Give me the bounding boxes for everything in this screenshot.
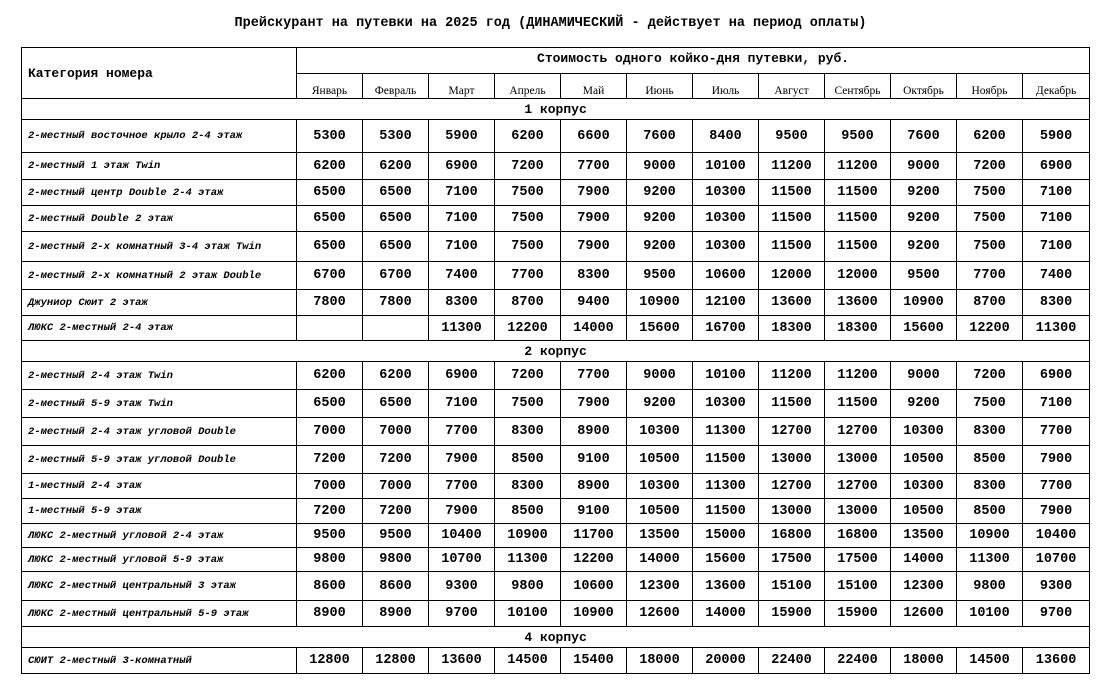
price-cell: 14500 <box>495 648 561 674</box>
price-cell: 15600 <box>891 316 957 341</box>
price-cell: 12700 <box>759 474 825 499</box>
price-cell: 7900 <box>561 232 627 262</box>
price-cell: 11300 <box>957 548 1023 572</box>
price-cell: 11200 <box>825 362 891 390</box>
section-title: 2 корпус <box>22 341 1090 362</box>
price-cell: 11500 <box>759 232 825 262</box>
table-row <box>22 474 1090 499</box>
room-category: 2-местный 2-х комнатный 3-4 этаж Twin <box>22 232 297 262</box>
price-cell: 9800 <box>495 572 561 601</box>
price-cell: 13600 <box>759 290 825 316</box>
price-cell: 12200 <box>561 548 627 572</box>
price-cell: 10300 <box>891 418 957 446</box>
price-cell: 15100 <box>759 572 825 601</box>
room-category: 2-местный Double 2 этаж <box>22 206 297 232</box>
price-cell: 11500 <box>825 232 891 262</box>
price-cell: 14000 <box>693 601 759 627</box>
price-cell: 9800 <box>297 548 363 572</box>
price-cell: 7900 <box>429 499 495 524</box>
section-row <box>22 627 1090 648</box>
room-category: Джуниор Сюит 2 этаж <box>22 290 297 316</box>
price-cell: 7000 <box>363 418 429 446</box>
price-cell: 11300 <box>693 474 759 499</box>
price-cell: 15600 <box>693 548 759 572</box>
price-cell: 10900 <box>891 290 957 316</box>
price-cell: 10300 <box>693 232 759 262</box>
month-header: Август <box>759 74 825 99</box>
price-cell: 9500 <box>759 120 825 153</box>
price-cell: 7700 <box>429 418 495 446</box>
table-row <box>22 232 1090 262</box>
price-cell: 8900 <box>363 601 429 627</box>
price-cell: 9200 <box>627 180 693 206</box>
price-cell: 9000 <box>627 153 693 180</box>
price-cell: 7700 <box>957 262 1023 290</box>
price-cell: 7500 <box>495 206 561 232</box>
price-cell: 10300 <box>627 418 693 446</box>
price-cell: 6200 <box>363 153 429 180</box>
price-cell: 6200 <box>297 153 363 180</box>
price-cell: 9100 <box>561 446 627 474</box>
price-cell: 8600 <box>363 572 429 601</box>
price-cell: 6500 <box>363 232 429 262</box>
price-cell: 7600 <box>891 120 957 153</box>
price-cell: 6200 <box>957 120 1023 153</box>
price-cell: 5900 <box>429 120 495 153</box>
price-cell: 7900 <box>429 446 495 474</box>
price-cell: 9500 <box>363 524 429 548</box>
price-cell: 10300 <box>891 474 957 499</box>
price-cell: 9200 <box>891 390 957 418</box>
table-row <box>22 180 1090 206</box>
price-cell: 7800 <box>297 290 363 316</box>
price-cell: 7100 <box>1023 390 1090 418</box>
price-cell: 8300 <box>495 418 561 446</box>
price-cell: 6900 <box>429 153 495 180</box>
price-cell: 8600 <box>297 572 363 601</box>
price-cell: 7100 <box>1023 180 1090 206</box>
price-cell: 7100 <box>1023 206 1090 232</box>
price-cell: 15100 <box>825 572 891 601</box>
price-cell: 6200 <box>495 120 561 153</box>
price-cell: 10600 <box>561 572 627 601</box>
month-header: Декабрь <box>1023 74 1090 99</box>
price-cell: 10100 <box>957 601 1023 627</box>
price-cell: 6500 <box>297 206 363 232</box>
price-cell: 9800 <box>957 572 1023 601</box>
price-cell: 17500 <box>759 548 825 572</box>
room-category: 2-местный 5-9 этаж Twin <box>22 390 297 418</box>
price-cell: 7200 <box>363 499 429 524</box>
price-cell: 15400 <box>561 648 627 674</box>
price-cell: 5300 <box>363 120 429 153</box>
price-cell: 8500 <box>957 499 1023 524</box>
price-cell: 11500 <box>825 180 891 206</box>
price-cell: 7200 <box>495 362 561 390</box>
table-header-row <box>22 48 1090 74</box>
price-cell: 8500 <box>495 446 561 474</box>
table-row <box>22 446 1090 474</box>
room-category: ЛЮКС 2-местный угловой 5-9 этаж <box>22 548 297 572</box>
price-cell: 7500 <box>957 206 1023 232</box>
price-cell: 8300 <box>1023 290 1090 316</box>
price-cell: 9200 <box>627 390 693 418</box>
price-cell: 13500 <box>891 524 957 548</box>
price-cell: 12700 <box>759 418 825 446</box>
price-cell: 12800 <box>363 648 429 674</box>
price-cell: 6900 <box>1023 362 1090 390</box>
room-category: ЛЮКС 2-местный угловой 2-4 этаж <box>22 524 297 548</box>
table-row <box>22 290 1090 316</box>
price-cell: 9300 <box>1023 572 1090 601</box>
price-cell: 13000 <box>759 446 825 474</box>
price-cell: 11700 <box>561 524 627 548</box>
price-cell: 8900 <box>297 601 363 627</box>
price-cell: 7200 <box>957 362 1023 390</box>
price-cell: 10900 <box>957 524 1023 548</box>
month-header: Февраль <box>363 74 429 99</box>
price-cell: 9000 <box>891 362 957 390</box>
room-category: ЛЮКС 2-местный центральный 3 этаж <box>22 572 297 601</box>
price-cell: 10900 <box>627 290 693 316</box>
price-cell: 9100 <box>561 499 627 524</box>
price-cell: 6700 <box>297 262 363 290</box>
price-cell: 7700 <box>429 474 495 499</box>
price-cell: 15900 <box>759 601 825 627</box>
price-cell: 10500 <box>627 446 693 474</box>
price-cell: 6500 <box>363 180 429 206</box>
price-cell: 6900 <box>429 362 495 390</box>
room-category: 2-местный центр Double 2-4 этаж <box>22 180 297 206</box>
price-cell: 7700 <box>1023 418 1090 446</box>
price-cell: 11500 <box>759 180 825 206</box>
price-cell: 13600 <box>429 648 495 674</box>
price-cell: 9500 <box>627 262 693 290</box>
price-cell: 7700 <box>495 262 561 290</box>
price-cell: 12300 <box>891 572 957 601</box>
price-cell: 11500 <box>825 206 891 232</box>
price-cell: 13500 <box>627 524 693 548</box>
price-cell: 8500 <box>495 499 561 524</box>
price-cell: 6700 <box>363 262 429 290</box>
price-cell: 10100 <box>495 601 561 627</box>
price-cell: 14000 <box>891 548 957 572</box>
price-cell: 8500 <box>957 446 1023 474</box>
price-cell: 8300 <box>495 474 561 499</box>
price-cell: 11200 <box>825 153 891 180</box>
table-row <box>22 390 1090 418</box>
table-row <box>22 524 1090 548</box>
price-cell: 12600 <box>891 601 957 627</box>
price-cell: 13600 <box>693 572 759 601</box>
price-table <box>21 47 1090 674</box>
price-cell: 7900 <box>1023 499 1090 524</box>
price-cell: 5900 <box>1023 120 1090 153</box>
month-header: Октябрь <box>891 74 957 99</box>
room-category: 2-местный 2-4 этаж угловой Double <box>22 418 297 446</box>
price-cell: 9500 <box>297 524 363 548</box>
price-cell: 9700 <box>429 601 495 627</box>
price-cell: 6500 <box>363 390 429 418</box>
price-cell: 9000 <box>891 153 957 180</box>
price-cell: 8300 <box>957 418 1023 446</box>
price-cell: 12700 <box>825 418 891 446</box>
price-cell: 10300 <box>627 474 693 499</box>
price-cell: 11500 <box>693 446 759 474</box>
price-cell: 6500 <box>297 390 363 418</box>
price-cell: 9200 <box>627 206 693 232</box>
month-header: Март <box>429 74 495 99</box>
price-cell: 12300 <box>627 572 693 601</box>
price-cell: 9700 <box>1023 601 1090 627</box>
price-cell: 13000 <box>759 499 825 524</box>
price-cell: 7200 <box>297 499 363 524</box>
price-cell: 11200 <box>759 153 825 180</box>
price-cell: 10500 <box>627 499 693 524</box>
price-cell: 6200 <box>297 362 363 390</box>
price-cell: 7400 <box>429 262 495 290</box>
table-row <box>22 648 1090 674</box>
price-cell: 10700 <box>1023 548 1090 572</box>
section-title: 4 корпус <box>22 627 1090 648</box>
price-cell: 11500 <box>759 206 825 232</box>
price-cell: 11300 <box>693 418 759 446</box>
table-row <box>22 499 1090 524</box>
price-cell: 10700 <box>429 548 495 572</box>
price-table-body <box>22 99 1090 674</box>
price-cell: 7900 <box>561 390 627 418</box>
price-cell: 7600 <box>627 120 693 153</box>
price-cell: 11300 <box>1023 316 1090 341</box>
month-header: Июль <box>693 74 759 99</box>
table-row <box>22 316 1090 341</box>
price-cell: 18000 <box>627 648 693 674</box>
price-cell: 7200 <box>495 153 561 180</box>
price-cell: 7900 <box>561 206 627 232</box>
price-cell: 10500 <box>891 446 957 474</box>
table-row <box>22 262 1090 290</box>
price-cell: 18300 <box>825 316 891 341</box>
page-title: Прейскурант на путевки на 2025 год (ДИНАМИЧЕСКИЙ - действует на период оплаты) <box>234 16 867 31</box>
room-category: СЮИТ 2-местный 3-комнатный <box>22 648 297 674</box>
category-header: Категория номера <box>22 48 297 99</box>
room-category: 2-местный 2-4 этаж Twin <box>22 362 297 390</box>
cost-header: Стоимость одного койко-дня путевки, руб. <box>297 48 1090 74</box>
room-category: 2-местный восточное крыло 2-4 этаж <box>22 120 297 153</box>
price-cell: 10300 <box>693 390 759 418</box>
price-cell: 15000 <box>693 524 759 548</box>
price-cell: 10300 <box>693 206 759 232</box>
price-cell: 12200 <box>957 316 1023 341</box>
price-cell: 13600 <box>825 290 891 316</box>
section-row <box>22 341 1090 362</box>
price-cell: 9400 <box>561 290 627 316</box>
price-cell: 12700 <box>825 474 891 499</box>
price-cell: 7200 <box>363 446 429 474</box>
price-cell: 13000 <box>825 446 891 474</box>
table-row <box>22 362 1090 390</box>
table-row <box>22 572 1090 601</box>
price-cell: 10100 <box>693 153 759 180</box>
price-cell: 6900 <box>1023 153 1090 180</box>
section-row <box>22 99 1090 120</box>
price-cell: 8300 <box>429 290 495 316</box>
table-row <box>22 206 1090 232</box>
month-header: Сентябрь <box>825 74 891 99</box>
price-cell: 7100 <box>429 232 495 262</box>
section-title: 1 корпус <box>22 99 1090 120</box>
price-cell: 12000 <box>825 262 891 290</box>
price-cell: 10600 <box>693 262 759 290</box>
price-cell: 8700 <box>495 290 561 316</box>
room-category: 2-местный 1 этаж Twin <box>22 153 297 180</box>
price-cell: 8400 <box>693 120 759 153</box>
price-cell: 14500 <box>957 648 1023 674</box>
price-cell: 12600 <box>627 601 693 627</box>
price-cell: 10500 <box>891 499 957 524</box>
price-cell: 10400 <box>429 524 495 548</box>
price-cell: 7200 <box>957 153 1023 180</box>
price-cell: 12000 <box>759 262 825 290</box>
table-row <box>22 418 1090 446</box>
price-cell: 9200 <box>891 206 957 232</box>
price-cell: 7500 <box>495 390 561 418</box>
price-cell: 10900 <box>495 524 561 548</box>
price-cell: 13000 <box>825 499 891 524</box>
price-cell: 9000 <box>627 362 693 390</box>
price-cell: 7500 <box>957 232 1023 262</box>
price-cell: 9200 <box>891 232 957 262</box>
price-cell: 15600 <box>627 316 693 341</box>
price-cell: 7200 <box>297 446 363 474</box>
room-category: ЛЮКС 2-местный центральный 5-9 этаж <box>22 601 297 627</box>
table-row <box>22 548 1090 572</box>
table-row <box>22 153 1090 180</box>
price-cell: 6500 <box>297 180 363 206</box>
table-row <box>22 601 1090 627</box>
price-cell: 15900 <box>825 601 891 627</box>
price-cell: 7900 <box>1023 446 1090 474</box>
price-cell: 10400 <box>1023 524 1090 548</box>
price-cell: 6600 <box>561 120 627 153</box>
price-cell: 18300 <box>759 316 825 341</box>
price-cell: 12200 <box>495 316 561 341</box>
month-header: Январь <box>297 74 363 99</box>
price-cell: 7800 <box>363 290 429 316</box>
price-cell: 11300 <box>429 316 495 341</box>
price-cell: 8900 <box>561 418 627 446</box>
price-cell: 7000 <box>297 418 363 446</box>
price-cell: 9200 <box>627 232 693 262</box>
price-cell: 8900 <box>561 474 627 499</box>
price-cell: 7500 <box>957 180 1023 206</box>
table-row <box>22 120 1090 153</box>
price-cell: 7500 <box>495 232 561 262</box>
price-cell: 6500 <box>363 206 429 232</box>
price-cell: 18000 <box>891 648 957 674</box>
price-cell: 11500 <box>693 499 759 524</box>
price-cell: 9300 <box>429 572 495 601</box>
price-cell: 16800 <box>759 524 825 548</box>
price-cell: 6200 <box>363 362 429 390</box>
room-category: ЛЮКС 2-местный 2-4 этаж <box>22 316 297 341</box>
price-cell: 11500 <box>825 390 891 418</box>
price-cell: 14000 <box>561 316 627 341</box>
price-cell: 12800 <box>297 648 363 674</box>
price-cell: 9800 <box>363 548 429 572</box>
price-cell: 10100 <box>693 362 759 390</box>
price-cell: 8300 <box>561 262 627 290</box>
price-cell: 6500 <box>297 232 363 262</box>
price-cell: 7700 <box>561 153 627 180</box>
price-cell: 7500 <box>495 180 561 206</box>
price-cell: 7000 <box>297 474 363 499</box>
price-cell: 7000 <box>363 474 429 499</box>
price-cell: 11200 <box>759 362 825 390</box>
price-cell: 22400 <box>759 648 825 674</box>
price-cell: 9200 <box>891 180 957 206</box>
price-cell: 7400 <box>1023 262 1090 290</box>
price-cell: 7100 <box>1023 232 1090 262</box>
price-cell: 7700 <box>1023 474 1090 499</box>
price-cell: 13600 <box>1023 648 1090 674</box>
room-category: 1-местный 2-4 этаж <box>22 474 297 499</box>
price-cell: 17500 <box>825 548 891 572</box>
room-category: 2-местный 2-х комнатный 2 этаж Double <box>22 262 297 290</box>
price-cell: 7700 <box>561 362 627 390</box>
price-cell: 8300 <box>957 474 1023 499</box>
price-cell: 14000 <box>627 548 693 572</box>
price-cell: 7100 <box>429 390 495 418</box>
price-cell: 22400 <box>825 648 891 674</box>
price-cell: 7500 <box>957 390 1023 418</box>
price-cell: 11300 <box>495 548 561 572</box>
price-cell: 9500 <box>891 262 957 290</box>
price-cell: 5300 <box>297 120 363 153</box>
price-cell: 8700 <box>957 290 1023 316</box>
price-cell: 20000 <box>693 648 759 674</box>
month-header: Июнь <box>627 74 693 99</box>
month-header: Май <box>561 74 627 99</box>
price-cell: 9500 <box>825 120 891 153</box>
price-cell: 10300 <box>693 180 759 206</box>
price-cell: 7100 <box>429 180 495 206</box>
room-category: 1-местный 5-9 этаж <box>22 499 297 524</box>
price-cell <box>297 316 363 341</box>
price-cell: 7100 <box>429 206 495 232</box>
price-cell: 12100 <box>693 290 759 316</box>
price-cell: 11500 <box>759 390 825 418</box>
price-cell: 16800 <box>825 524 891 548</box>
price-cell: 10900 <box>561 601 627 627</box>
month-header: Апрель <box>495 74 561 99</box>
month-header: Ноябрь <box>957 74 1023 99</box>
price-cell <box>363 316 429 341</box>
price-cell: 16700 <box>693 316 759 341</box>
room-category: 2-местный 5-9 этаж угловой Double <box>22 446 297 474</box>
price-cell: 7900 <box>561 180 627 206</box>
